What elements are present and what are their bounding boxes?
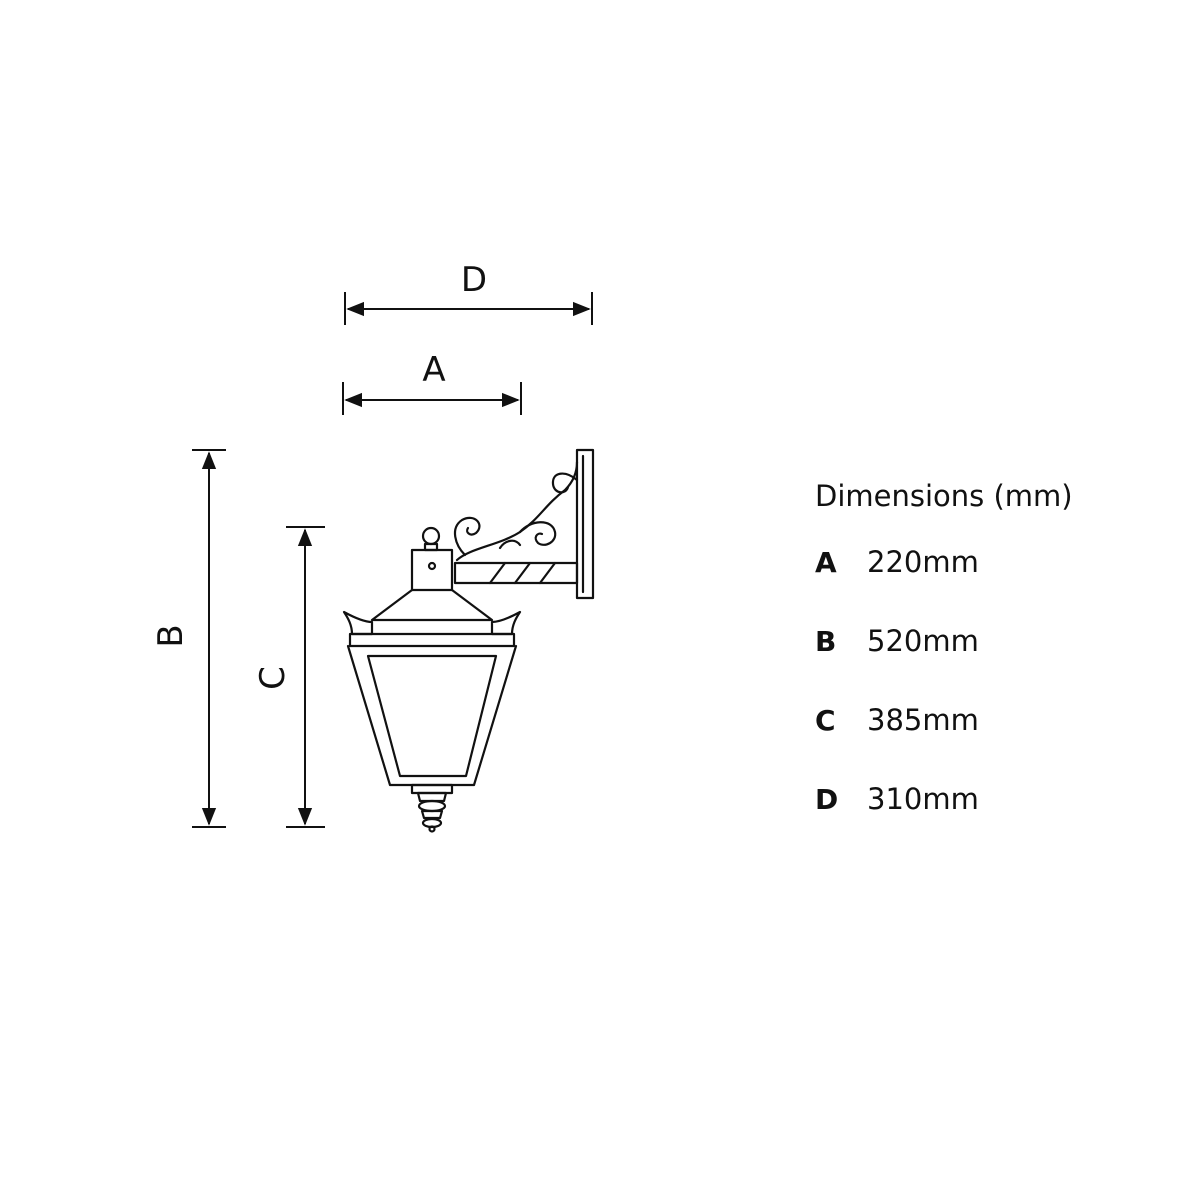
legend-key: B [815, 624, 837, 658]
legend-key: C [815, 703, 836, 737]
dimension-b [192, 450, 226, 827]
dimensions-legend [815, 476, 1145, 858]
legend-row-b [815, 621, 1145, 661]
legend-key: A [815, 545, 837, 579]
legend-value: 520mm [867, 624, 979, 658]
dimension-c-label: C [253, 666, 293, 690]
dimension-d-label: D [460, 260, 488, 300]
legend-key: D [815, 782, 839, 816]
legend-row-d [815, 779, 1145, 819]
dimension-b-label: B [151, 624, 191, 648]
legend-title: Dimensions (mm) [815, 479, 1073, 513]
legend-row-c [815, 700, 1145, 740]
legend-value: 220mm [867, 545, 979, 579]
lantern-outline [344, 450, 593, 832]
legend-row-a [815, 542, 1145, 582]
legend-value: 385mm [867, 703, 979, 737]
legend-value: 310mm [867, 782, 979, 816]
dimension-a-label: A [422, 350, 446, 390]
